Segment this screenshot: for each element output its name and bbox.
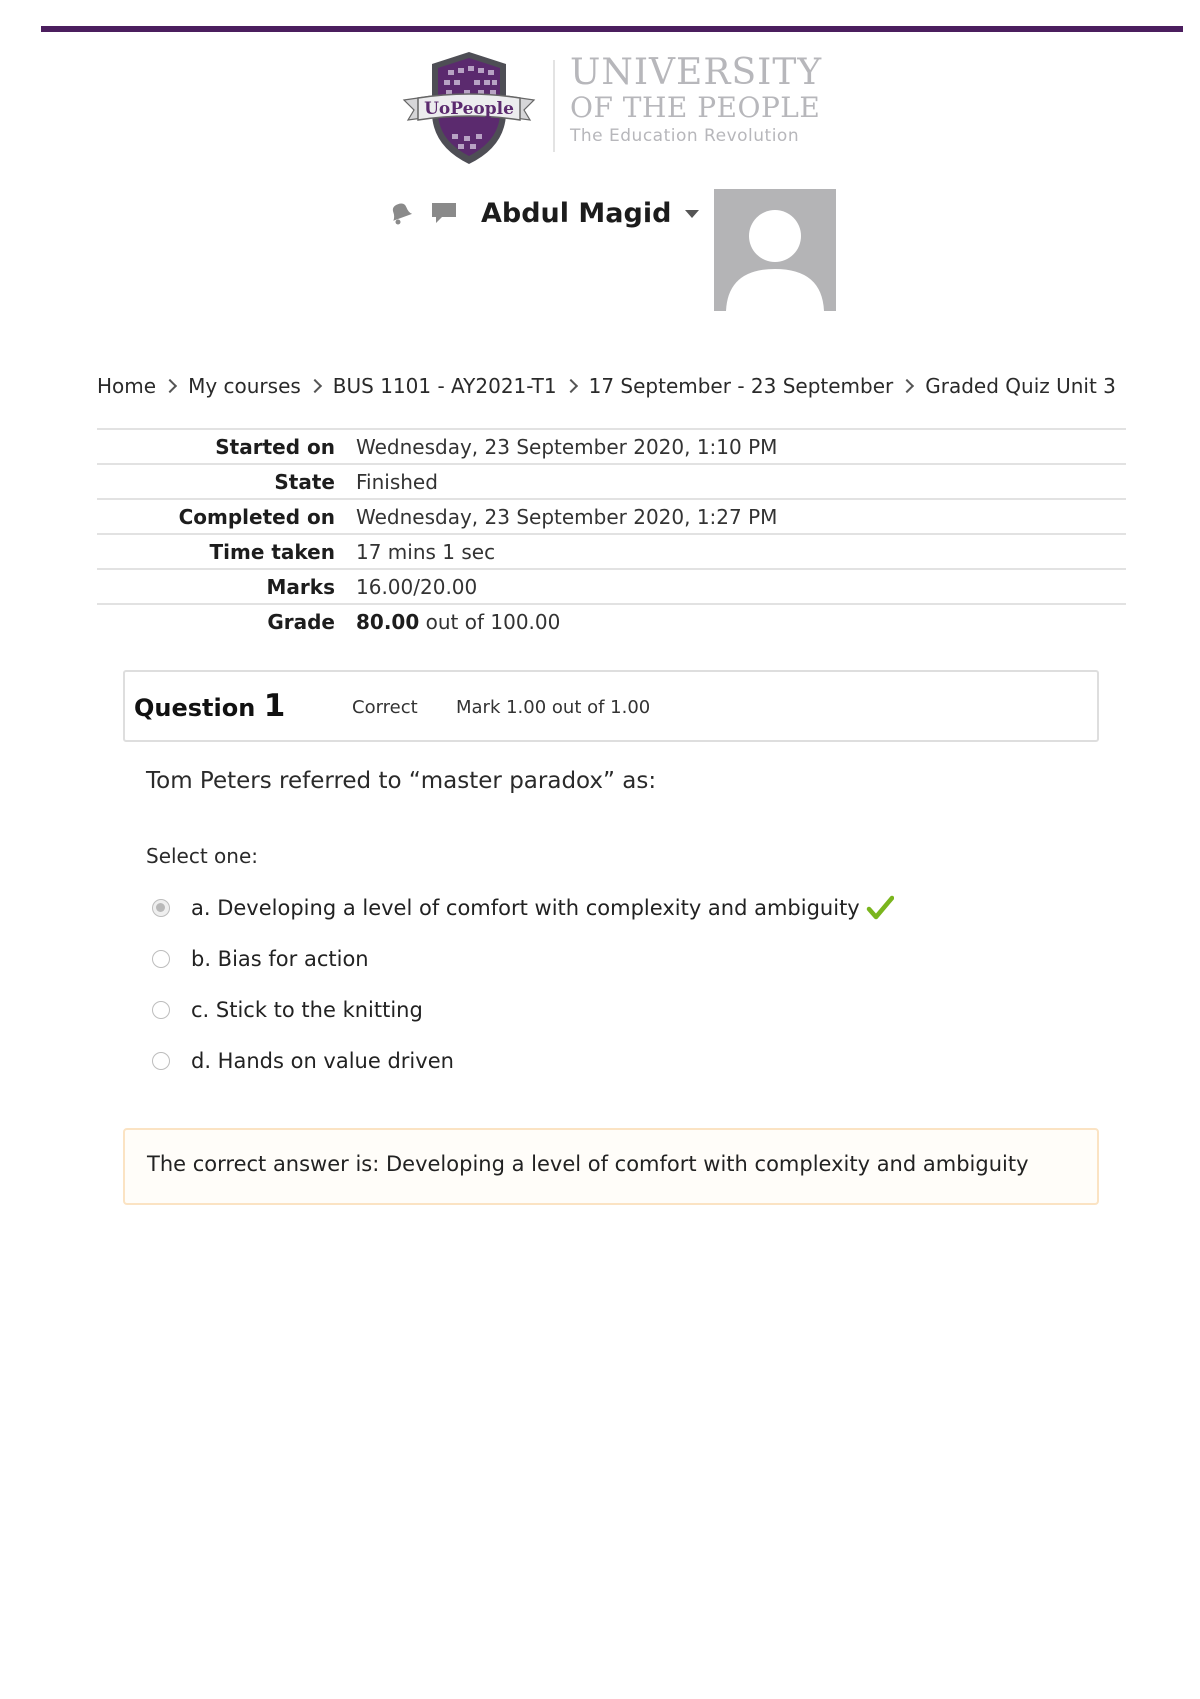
logo-line-university: UNIVERSITY	[570, 52, 823, 93]
answer-option-c[interactable]	[152, 984, 894, 1035]
checkmark-icon	[866, 894, 894, 922]
summary-value: 16.00/20.00	[356, 569, 1126, 604]
answer-option-b[interactable]	[152, 933, 894, 984]
breadcrumb-quiz[interactable]: Graded Quiz Unit 3	[925, 374, 1116, 398]
summary-row-grade	[97, 604, 1126, 638]
answer-list	[152, 882, 894, 1086]
answer-option-a[interactable]	[152, 882, 894, 933]
summary-row-marks	[97, 569, 1126, 604]
question-state: Correct	[352, 697, 418, 718]
breadcrumb	[97, 374, 1116, 398]
breadcrumb-course[interactable]: BUS 1101 - AY2021-T1	[332, 374, 557, 398]
user-menu	[385, 188, 699, 238]
grade-out-of: out of 100.00	[425, 609, 561, 634]
summary-label: Time taken	[97, 534, 356, 569]
top-accent-bar	[41, 26, 1183, 32]
grade-score: 80.00	[356, 609, 420, 634]
summary-value: Wednesday, 23 September 2020, 1:10 PM	[356, 429, 1126, 464]
logo-wordmark	[570, 54, 822, 148]
question-grade: Mark 1.00 out of 1.00	[456, 697, 651, 718]
summary-row-started	[97, 429, 1126, 464]
messages-button[interactable]	[429, 198, 459, 228]
university-logo[interactable]	[398, 50, 828, 168]
quiz-summary-table	[97, 428, 1126, 638]
bell-icon	[387, 200, 413, 226]
answer-option-d[interactable]	[152, 1035, 894, 1086]
summary-label: State	[97, 464, 356, 499]
question-info-box	[123, 670, 1099, 742]
summary-value: Finished	[356, 464, 1126, 499]
chevron-down-icon[interactable]	[685, 210, 699, 218]
answer-label: b. Bias for action	[191, 946, 369, 971]
summary-row-state	[97, 464, 1126, 499]
summary-row-time-taken	[97, 534, 1126, 569]
question-number: 1	[263, 688, 286, 724]
chevron-right-icon	[900, 379, 914, 393]
breadcrumb-home[interactable]: Home	[97, 374, 157, 398]
logo-line-of-the-people: OF THE PEOPLE	[570, 91, 821, 124]
chevron-right-icon	[564, 379, 578, 393]
question-title	[134, 688, 285, 724]
question-text: Tom Peters referred to “master paradox” as:	[146, 768, 657, 794]
summary-label: Completed on	[97, 499, 356, 534]
notifications-button[interactable]	[385, 198, 415, 228]
summary-label: Marks	[97, 569, 356, 604]
feedback-text: The correct answer is: Developing a level of comfort with complexity and ambiguity	[147, 1152, 1029, 1176]
answer-label: c. Stick to the knitting	[191, 997, 423, 1022]
question-label: Question	[134, 694, 256, 722]
breadcrumb-my-courses[interactable]: My courses	[188, 374, 301, 398]
summary-value	[356, 604, 1126, 638]
user-name[interactable]: Abdul Magid	[481, 197, 672, 229]
summary-row-completed	[97, 499, 1126, 534]
radio-button[interactable]	[152, 1052, 170, 1070]
correct-answer-feedback	[123, 1128, 1099, 1205]
user-avatar-icon	[714, 189, 836, 311]
summary-label: Grade	[97, 604, 356, 638]
crest-text: UoPeople	[424, 99, 514, 119]
logo-tagline: The Education Revolution	[570, 126, 800, 146]
logo-divider	[553, 60, 555, 152]
chevron-right-icon	[163, 379, 177, 393]
avatar[interactable]	[714, 189, 836, 311]
chevron-right-icon	[308, 379, 322, 393]
radio-button[interactable]	[152, 899, 170, 917]
summary-label: Started on	[97, 429, 356, 464]
breadcrumb-week[interactable]: 17 September - 23 September	[588, 374, 894, 398]
chat-bubble-icon	[430, 200, 458, 226]
answer-label: d. Hands on value driven	[191, 1048, 454, 1073]
radio-button[interactable]	[152, 950, 170, 968]
answer-label: a. Developing a level of comfort with complexity and ambiguity	[191, 895, 860, 920]
summary-value: Wednesday, 23 September 2020, 1:27 PM	[356, 499, 1126, 534]
radio-button[interactable]	[152, 1001, 170, 1019]
uopeople-crest-icon	[398, 50, 540, 168]
select-one-prompt: Select one:	[146, 844, 259, 868]
summary-value: 17 mins 1 sec	[356, 534, 1126, 569]
